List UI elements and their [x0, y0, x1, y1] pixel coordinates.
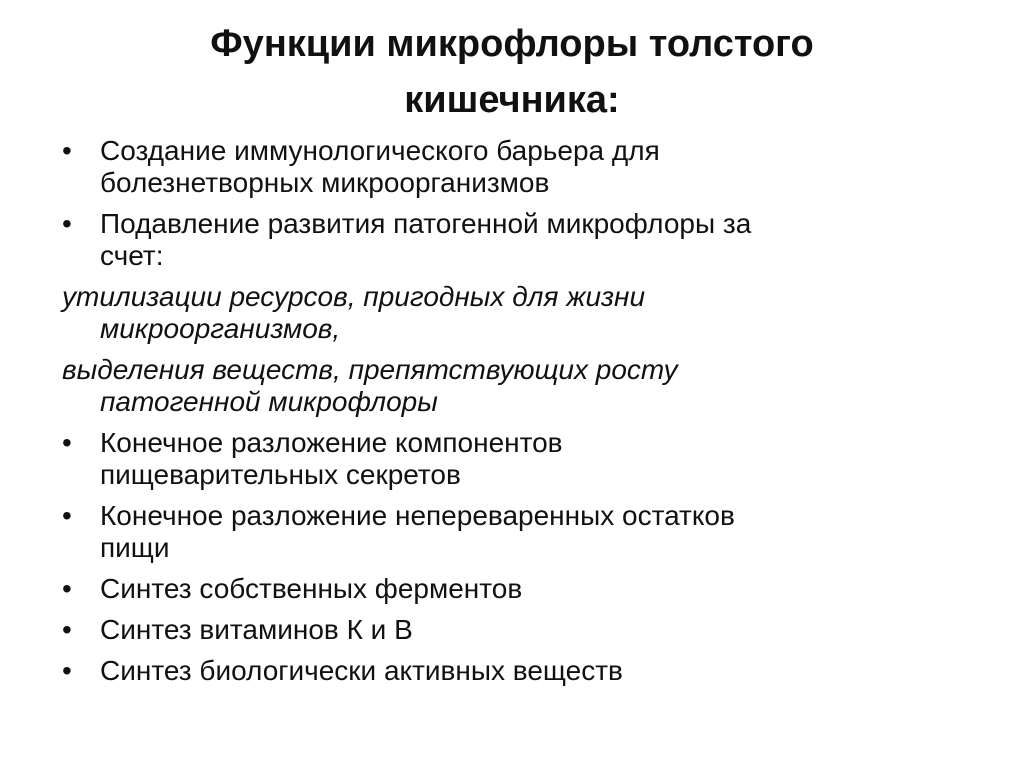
bullet-marker: •: [62, 135, 72, 166]
list-item-enzymes: [62, 573, 962, 605]
slide-title: [0, 16, 1024, 128]
list-item-text: счет:: [100, 240, 164, 271]
list-item-bioactive: [62, 655, 962, 687]
bullet-list: [62, 135, 962, 696]
list-item-text: Конечное разложение непереваренных остатков: [100, 500, 735, 531]
sub-item-text: утилизации ресурсов, пригодных для жизни: [62, 281, 646, 312]
title-line-2: кишечника:: [404, 79, 620, 121]
list-item-suppression: [62, 208, 962, 272]
bullet-marker: •: [62, 573, 72, 604]
sub-item-substances: [62, 354, 962, 418]
bullet-marker: •: [62, 427, 72, 458]
sub-item-resources: [62, 281, 962, 345]
list-item-text: Синтез биологически активных веществ: [100, 655, 623, 686]
bullet-marker: •: [62, 614, 72, 645]
list-item-vitamins: [62, 614, 962, 646]
bullet-marker: •: [62, 655, 72, 686]
list-item-text: болезнетворных микроорганизмов: [100, 167, 550, 198]
list-item-text: Синтез собственных ферментов: [100, 573, 523, 604]
list-item-text: пищеварительных секретов: [100, 459, 461, 490]
list-item-text: Подавление развития патогенной микрофлоры за: [100, 208, 752, 239]
list-item-secretions: [62, 427, 962, 491]
title-line-1: Функции микрофлоры толстого: [210, 23, 814, 65]
bullet-marker: •: [62, 208, 72, 239]
list-item-text: Синтез витаминов К и В: [100, 614, 413, 645]
list-item-text: Конечное разложение компонентов: [100, 427, 563, 458]
bullet-marker: •: [62, 500, 72, 531]
sub-item-text: микроорганизмов,: [100, 313, 341, 344]
list-item-undigested: [62, 500, 962, 564]
list-item-text: пищи: [100, 532, 170, 563]
sub-item-text: выделения веществ, препятствующих росту: [62, 354, 678, 385]
sub-item-text: патогенной микрофлоры: [100, 386, 438, 417]
list-item-text: Создание иммунологического барьера для: [100, 135, 660, 166]
list-item-immune-barrier: [62, 135, 962, 199]
